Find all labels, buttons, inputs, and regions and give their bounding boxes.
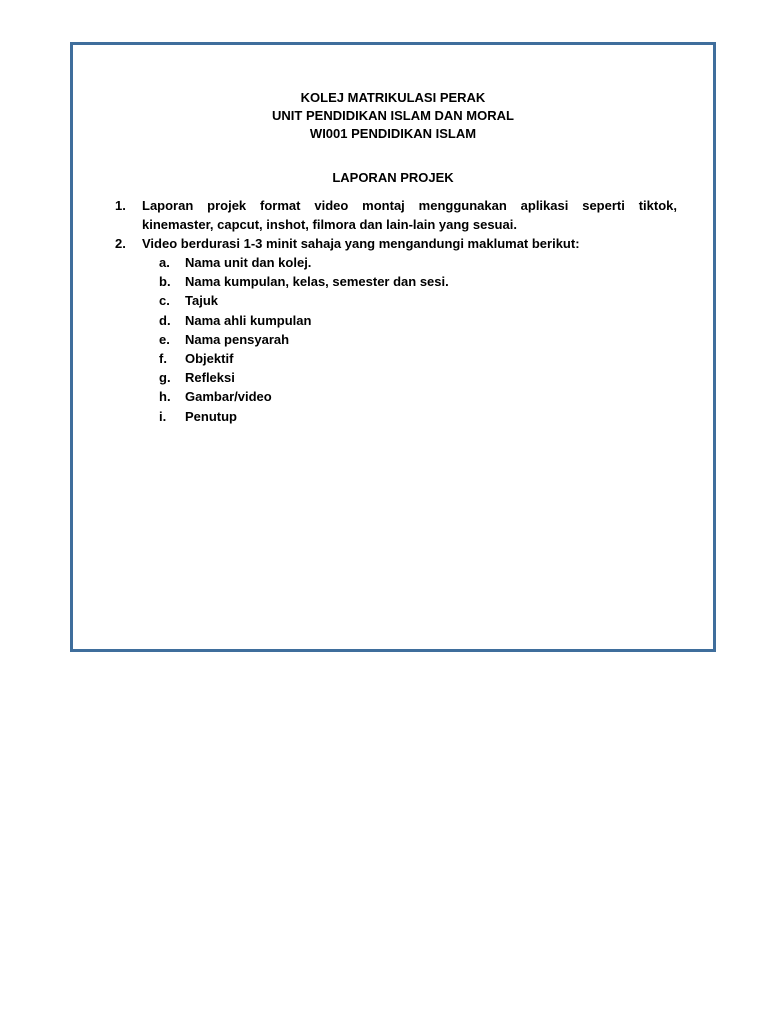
list-item bbox=[115, 196, 677, 234]
sublist-item-letter: i. bbox=[159, 408, 167, 424]
sublist-item-letter: h. bbox=[159, 389, 171, 405]
sublist-item-text: Nama ahli kumpulan bbox=[185, 312, 312, 328]
section-title: LAPORAN PROJEK bbox=[332, 170, 454, 185]
header-unit: UNIT PENDIDIKAN ISLAM DAN MORAL bbox=[272, 108, 514, 123]
sublist-item-letter: g. bbox=[159, 370, 171, 386]
instruction-list bbox=[115, 196, 677, 426]
sublist-item-text: Refleksi bbox=[185, 370, 235, 386]
sublist-item-text: Nama kumpulan, kelas, semester dan sesi. bbox=[185, 274, 449, 290]
document-header bbox=[73, 89, 713, 143]
sublist-item bbox=[159, 330, 677, 349]
list-item-number: 1. bbox=[115, 198, 126, 213]
sublist-item-text: Tajuk bbox=[185, 293, 218, 309]
sublist-item-text: Nama unit dan kolej. bbox=[185, 255, 312, 270]
list-item-number: 2. bbox=[115, 236, 126, 251]
sublist-item-text: Penutup bbox=[185, 408, 237, 424]
list-item-text-line1: Laporan projek format video montaj menggunakan aplikasi seperti tiktok, bbox=[142, 198, 677, 213]
sublist-item bbox=[159, 253, 677, 272]
list-item bbox=[115, 234, 677, 253]
sublist-item bbox=[159, 368, 677, 387]
sublist-item-letter: a. bbox=[159, 255, 170, 270]
list-item-text bbox=[142, 196, 677, 234]
content-sublist bbox=[159, 253, 677, 426]
sublist-item bbox=[159, 387, 677, 406]
header-course: WI001 PENDIDIKAN ISLAM bbox=[309, 126, 477, 141]
sublist-item bbox=[159, 349, 677, 368]
header-college: KOLEJ MATRIKULASI PERAK bbox=[300, 90, 486, 105]
sublist-item-letter: d. bbox=[159, 312, 171, 328]
sublist-item-text: Nama pensyarah bbox=[185, 331, 290, 347]
sublist-item-letter: b. bbox=[159, 274, 171, 290]
sublist-item-text: Gambar/video bbox=[185, 389, 272, 405]
list-item-text: Video berdurasi 1-3 minit sahaja yang mengandungi maklumat berikut: bbox=[142, 236, 580, 251]
document-frame bbox=[70, 42, 716, 652]
sublist-item-text: Objektif bbox=[185, 351, 234, 367]
sublist-item-letter: e. bbox=[159, 331, 170, 347]
sublist-item bbox=[159, 311, 677, 330]
list-item-text-line2: kinemaster, capcut, inshot, filmora dan lain-lain yang sesuai. bbox=[142, 217, 517, 232]
sublist-item bbox=[159, 407, 677, 426]
sublist-item-letter: f. bbox=[159, 351, 167, 367]
sublist-item-letter: c. bbox=[159, 293, 170, 309]
sublist-item bbox=[159, 272, 677, 291]
sublist-item bbox=[159, 291, 677, 310]
